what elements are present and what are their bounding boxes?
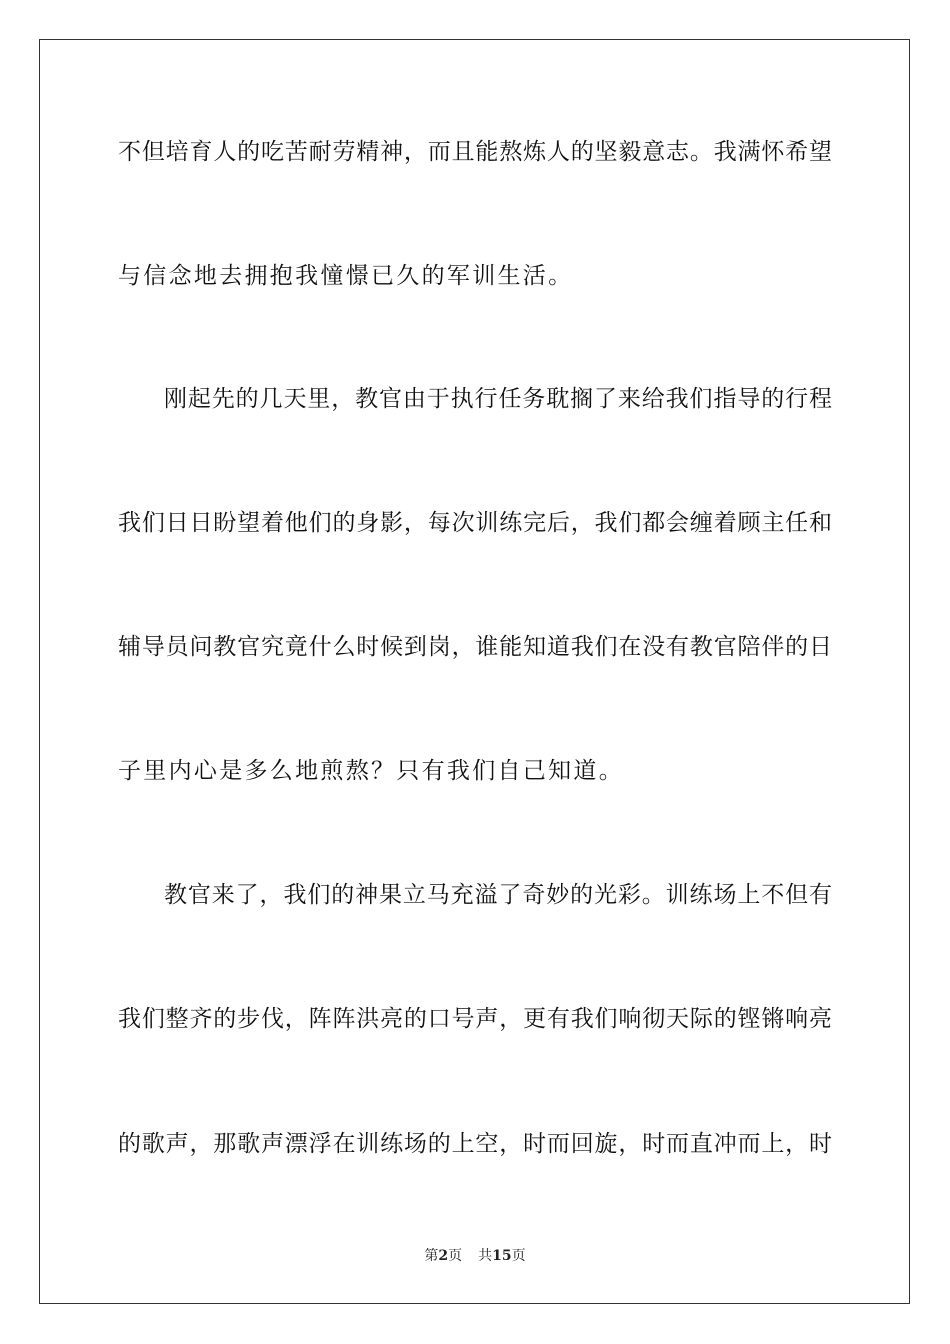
total-pages: 15 bbox=[492, 1248, 512, 1264]
text-line-5: 辅导员问教官究竟什么时候到岗，谁能知道我们在没有教官陪伴的日 bbox=[118, 634, 832, 660]
page-number: 2 bbox=[438, 1248, 449, 1264]
text-line-6: 子里内心是多么地煎熬？只有我们自己知道。 bbox=[118, 758, 624, 784]
text-line-3: 刚起先的几天里，教官由于执行任务耽搁了来给我们指导的行程 bbox=[164, 386, 832, 412]
text-line-9: 的歌声，那歌声漂浮在训练场的上空，时而回旋，时而直冲而上，时 bbox=[118, 1131, 832, 1157]
total-suffix: 页 bbox=[511, 1248, 526, 1264]
text-line-4: 我们日日盼望着他们的身影，每次训练完后，我们都会缠着顾主任和 bbox=[118, 510, 832, 536]
text-line-7: 教官来了，我们的神果立马充溢了奇妙的光彩。训练场上不但有 bbox=[164, 882, 832, 908]
page-border bbox=[39, 39, 910, 1304]
text-line-8: 我们整齐的步伐，阵阵洪亮的口号声，更有我们响彻天际的铿锵响亮 bbox=[118, 1006, 832, 1032]
total-prefix: 共 bbox=[478, 1248, 493, 1264]
text-line-1: 不但培育人的吃苦耐劳精神，而且能熬炼人的坚毅意志。我满怀希望 bbox=[118, 139, 832, 165]
page-footer bbox=[0, 1247, 950, 1265]
page-suffix: 页 bbox=[448, 1248, 463, 1264]
text-line-2: 与信念地去拥抱我憧憬已久的军训生活。 bbox=[118, 263, 574, 289]
page-prefix: 第 bbox=[424, 1248, 439, 1264]
